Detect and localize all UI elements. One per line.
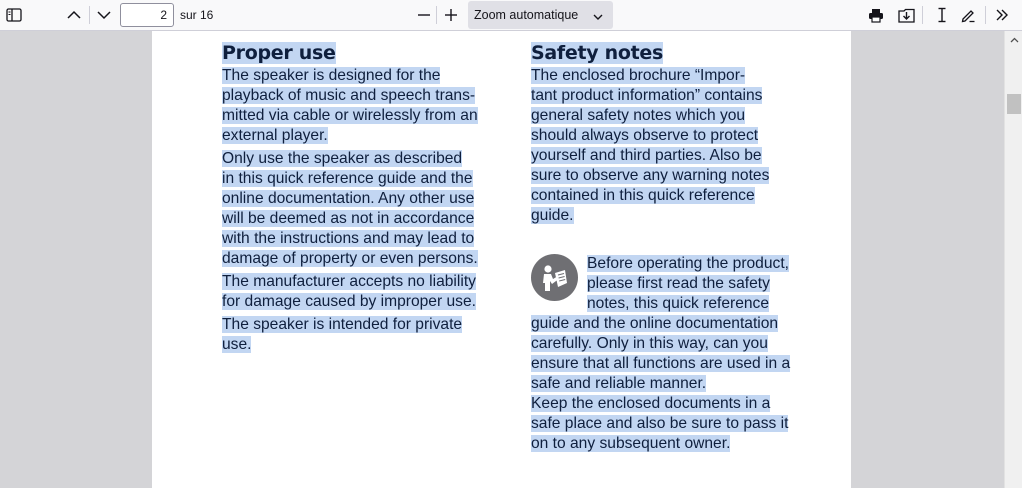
toolbar-separator bbox=[436, 6, 437, 24]
scroll-up-arrow-icon[interactable] bbox=[1005, 31, 1022, 48]
toolbar-separator bbox=[89, 6, 90, 24]
zoom-select-label: Zoom automatique bbox=[474, 8, 579, 22]
chevron-down-icon bbox=[593, 10, 603, 24]
paragraph: guide and the online documentation carefully. Only in this way, can you ensure that all functions are used in a safe and reliable manner. Keep the enclosed documents in a safe place and also be sure to pass it on to any subsequent owner. bbox=[531, 315, 791, 452]
toolbar-separator bbox=[985, 6, 986, 24]
paragraph: The speaker is designed for the playback of music and speech trans- mitted via cable or wirelessly from an external player. bbox=[222, 67, 478, 144]
paragraph: Only use the speaker as described in this quick reference guide and the online documentation. Any other use will be deemed as not in accordance with the instructions and may lead to damage of property or even persons. bbox=[222, 150, 478, 267]
section-heading: Proper use bbox=[222, 42, 336, 64]
previous-page-button[interactable] bbox=[64, 3, 84, 27]
proper-use-section bbox=[222, 31, 522, 355]
save-download-icon[interactable] bbox=[896, 3, 916, 27]
sidebar-toggle-icon[interactable] bbox=[4, 3, 24, 27]
paragraph: The enclosed brochure “Impor- tant product information” contains general safety notes which you should always observe to protect yourself and third parties. Also be sure to observe any warning notes contained in this quick reference guide. bbox=[531, 67, 770, 224]
pdf-page bbox=[152, 31, 851, 488]
section-heading: Safety notes bbox=[531, 42, 663, 64]
pdf-toolbar bbox=[0, 0, 1022, 31]
zoom-in-button[interactable] bbox=[441, 3, 461, 27]
more-tools-icon[interactable] bbox=[992, 3, 1012, 27]
read-instructions-block bbox=[531, 254, 821, 454]
toolbar-separator bbox=[922, 6, 923, 24]
vertical-scrollbar[interactable] bbox=[1004, 31, 1022, 488]
safety-notes-section bbox=[531, 31, 821, 454]
page-count-label: sur 16 bbox=[180, 8, 214, 22]
read-manual-icon bbox=[531, 254, 578, 301]
draw-pen-icon[interactable] bbox=[958, 3, 978, 27]
next-page-button[interactable] bbox=[94, 3, 114, 27]
zoom-select[interactable] bbox=[468, 1, 613, 29]
zoom-out-button[interactable] bbox=[414, 3, 434, 27]
paragraph: The speaker is intended for private use. bbox=[222, 316, 463, 353]
scrollbar-thumb[interactable] bbox=[1007, 94, 1021, 114]
paragraph: Before operating the product, please first read the safety notes, this quick reference bbox=[587, 255, 789, 312]
text-tool-icon[interactable] bbox=[932, 3, 952, 27]
paragraph: The manufacturer accepts no liability for damage caused by improper use. bbox=[222, 273, 476, 310]
print-icon[interactable] bbox=[866, 3, 886, 27]
page-number-input[interactable] bbox=[120, 3, 174, 27]
